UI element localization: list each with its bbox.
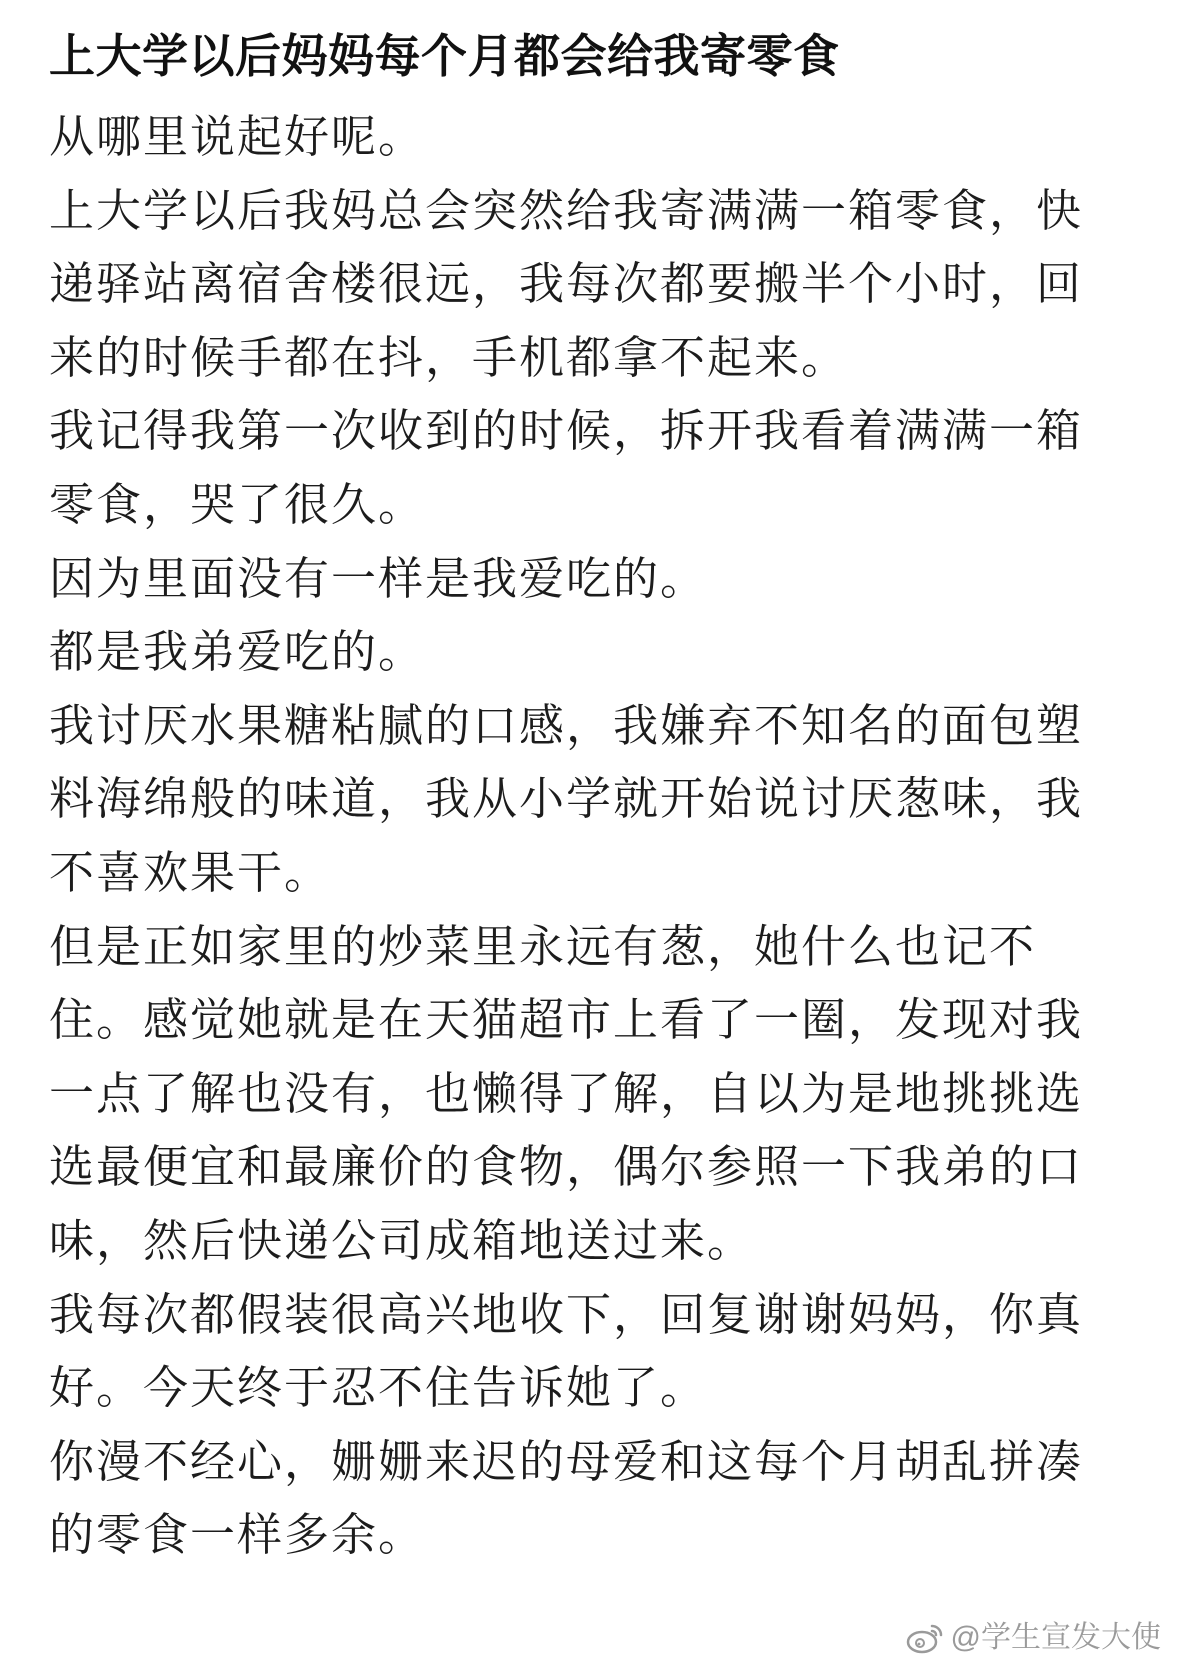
body-line: 选最便宜和最廉价的食物，偶尔参照一下我弟的口 [49,1140,1084,1194]
body-line: 因为里面没有一样是我爱吃的。 [49,551,708,605]
body-line: 都是我弟爱吃的。 [49,625,426,679]
body-line: 但是正如家里的炒菜里永远有葱，她什么也记不 [49,919,1037,973]
body-line: 味，然后快递公司成箱地送过来。 [49,1213,755,1267]
body-line: 的零食一样多余。 [49,1508,426,1562]
body-line: 一点了解也没有，也懒得了解，自以为是地挑挑选 [49,1066,1084,1120]
post-body [49,100,1139,1572]
watermark [905,1620,1161,1656]
body-line: 住。感觉她就是在天猫超市上看了一圈，发现对我 [49,993,1084,1047]
weibo-icon [905,1622,945,1654]
body-line: 不喜欢果干。 [49,845,332,899]
body-line: 好。今天终于忍不住告诉她了。 [49,1361,708,1415]
body-line: 料海绵般的味道，我从小学就开始说讨厌葱味，我 [49,772,1084,826]
body-line: 递驿站离宿舍楼很远，我每次都要搬半个小时，回 [49,257,1084,311]
body-line: 上大学以后我妈总会突然给我寄满满一箱零食，快 [49,183,1084,237]
body-line: 从哪里说起好呢。 [49,110,426,163]
body-line: 我记得我第一次收到的时候，拆开我看着满满一箱 [49,404,1084,458]
body-line: 你漫不经心，姗姗来迟的母爱和这每个月胡乱拼凑 [49,1434,1084,1488]
post-title: 上大学以后妈妈每个月都会给我寄零食 [49,29,840,83]
body-line: 零食，哭了很久。 [49,477,426,531]
watermark-text: @学生宣发大使 [950,1621,1161,1654]
body-line: 来的时候手都在抖，手机都拿不起来。 [49,330,849,384]
body-line: 我每次都假装很高兴地收下，回复谢谢妈妈，你真 [49,1287,1084,1341]
post [49,0,1139,1572]
body-line: 我讨厌水果糖粘腻的口感，我嫌弃不知名的面包塑 [49,698,1084,752]
